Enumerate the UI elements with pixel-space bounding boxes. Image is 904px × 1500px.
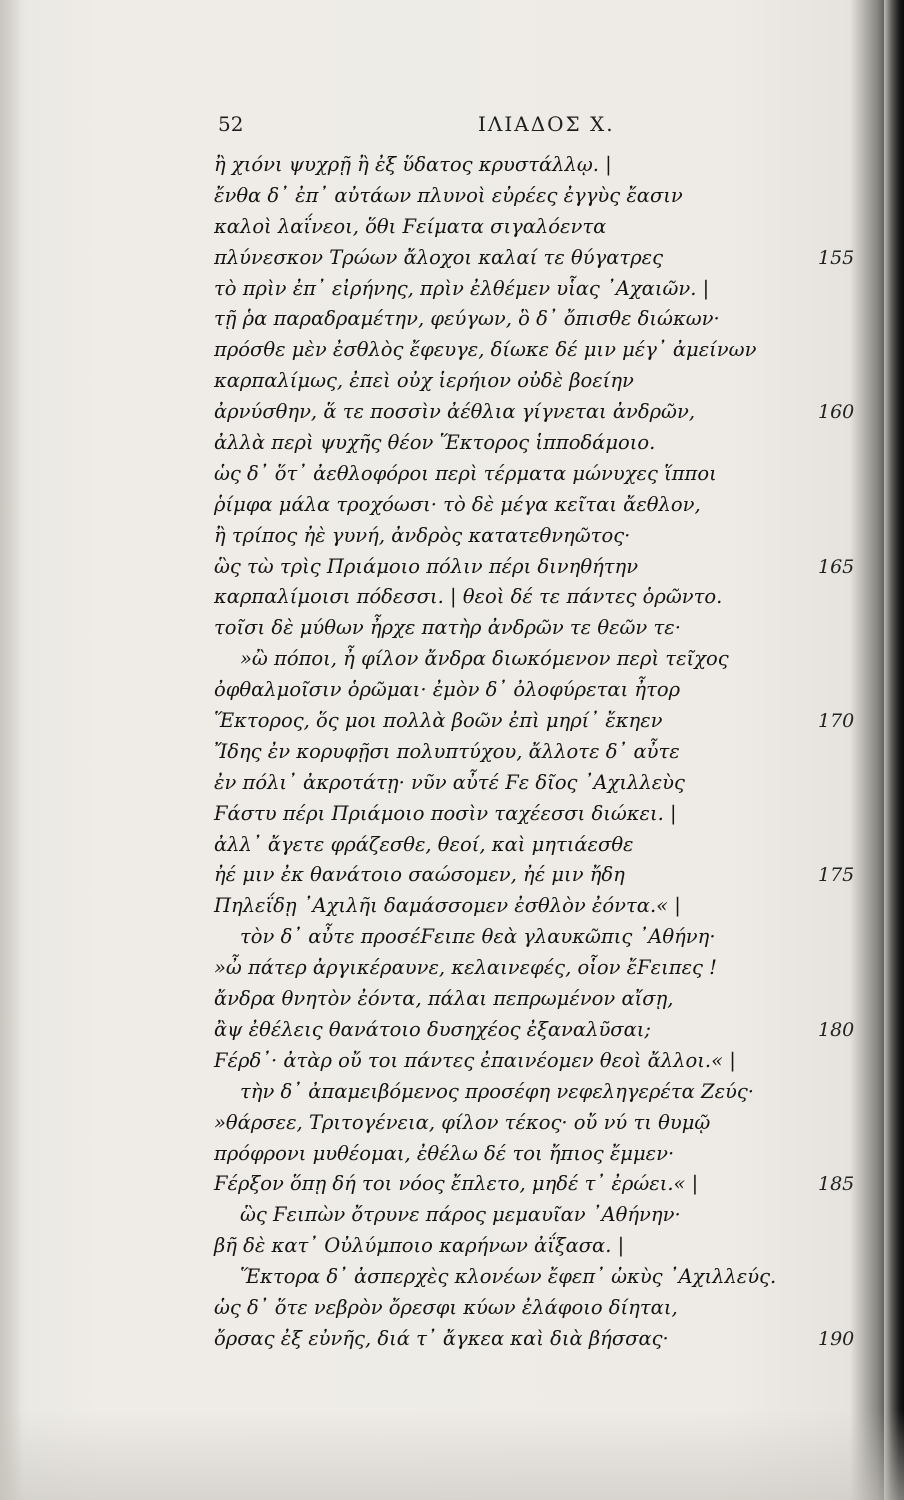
verse-line-text: »ὢ πόποι, ἦ φίλον ἄνδρα διωκόμενον περὶ τεῖχος [240, 647, 729, 671]
verse-line-text: ἀρνύσθην, ἅ τε ποσσὶν ἀέθλια γίγνεται ἀνδρῶν, [214, 400, 696, 424]
verse-line-text: ἂψ ἐθέλεις θανάτοιο δυσηχέος ἐξαναλῦσαι; [214, 1017, 651, 1041]
verse-line [214, 150, 854, 181]
verse-line [214, 1108, 854, 1139]
verse-line-text: ἔνθα δ᾽ ἐπ᾽ αὐτάων πλυνοὶ εὐρέες ἐγγὺς ἔασιν [214, 183, 683, 207]
verse-line-text: »θάρσεε, Τριτογένεια, φίλον τέκος· οὔ νύ τι θυμῷ [214, 1110, 711, 1134]
verse-line-text: »ὦ πάτερ ἀργικέραυνε, κελαινεφές, οἷον ἔϜειπες ! [214, 956, 718, 980]
verse-line-text: ἠέ μιν ἐκ θανάτοιο σαώσομεν, ἠέ μιν ἤδη [214, 863, 625, 887]
verse-line-text: πλύνεσκον Τρώων ἄλοχοι καλαί τε θύγατρες [214, 245, 664, 269]
verse-line [214, 768, 854, 799]
verse-line [214, 304, 854, 335]
verse-line-text: Πηλεΐδῃ ᾿Αχιλῆι δαμάσσομεν ἐσθλὸν ἐόντα.« | [214, 894, 681, 918]
book-spine-shadow [884, 0, 904, 1500]
verse-line [214, 706, 854, 737]
verse-line-text: τὸ πρὶν ἐπ᾽ εἰρήνης, πρὶν ἐλθέμεν υἷας ᾿Αχαιῶν. | [214, 276, 710, 300]
verse-line [214, 1046, 854, 1077]
page-header [0, 112, 904, 142]
verse-line [214, 1324, 854, 1355]
verse-line [214, 1139, 854, 1170]
verse-line [214, 243, 854, 274]
verse-line-text: τὴν δ᾽ ἀπαμειβόμενος προσέφη νεφεληγερέτα Ζεύς· [240, 1079, 755, 1103]
verse-line [214, 552, 854, 583]
verse-line-number: 165 [818, 555, 855, 578]
page-left-shadow [0, 0, 22, 1500]
verse-text-block [214, 150, 854, 1355]
running-title: ΙΛΙΑΔΟΣ Χ. [478, 112, 615, 136]
verse-line-text: ὀφθαλμοῖσιν ὁρῶμαι· ἐμὸν δ᾽ ὀλοφύρεται ἦτορ [214, 678, 681, 702]
verse-line-text: τὸν δ᾽ αὖτε προσέϜειπε θεὰ γλαυκῶπις ᾿Αθήνη· [240, 925, 716, 949]
verse-line [214, 335, 854, 366]
verse-line-text: τοῖσι δὲ μύθων ἦρχε πατὴρ ἀνδρῶν τε θεῶν τε· [214, 616, 681, 640]
verse-line [214, 459, 854, 490]
verse-line-text: ἢ χιόνι ψυχρῇ ἢ ἐξ ὕδατος κρυστάλλῳ. | [214, 153, 612, 176]
verse-line-number: 190 [818, 1327, 855, 1350]
verse-line-text: πρόφρονι μυθέομαι, ἐθέλω δέ τοι ἤπιος ἔμμεν· [214, 1141, 675, 1165]
verse-line-text: Ἕκτορος, ὅς μοι πολλὰ βοῶν ἐπὶ μηρί᾽ ἔκηεν [214, 709, 663, 733]
verse-line-text: Ἴδης ἐν κορυφῇσι πολυπτύχου, ἄλλοτε δ᾽ αὖτε [214, 739, 680, 763]
verse-line [214, 675, 854, 706]
verse-line-text: ῥίμφα μάλα τροχόωσι· τὸ δὲ μέγα κεῖται ἄεθλον, [214, 492, 701, 516]
verse-line-text: Ϝέρξον ὅπῃ δή τοι νόος ἔπλετο, μηδέ τ᾽ ἐρώει.« | [214, 1172, 699, 1196]
verse-line-text: Ϝάστυ πέρι Πριάμοιο ποσὶν ταχέεσσι διώκει. | [214, 801, 677, 825]
verse-line [214, 737, 854, 768]
verse-line-number: 180 [818, 1018, 855, 1041]
verse-line [214, 582, 854, 613]
verse-line [214, 274, 854, 305]
verse-line [214, 428, 854, 459]
verse-line [214, 613, 854, 644]
verse-line-text: ὣς Ϝειπὼν ὄτρυνε πάρος μεμαυῖαν ᾿Αθήνην· [240, 1203, 681, 1227]
verse-line-text: ἢ τρίπος ἠὲ γυνή, ἀνδρὸς κατατεθνηῶτος· [214, 523, 631, 547]
verse-line [214, 830, 854, 861]
verse-line [214, 1015, 854, 1046]
verse-line-text: Ϝέρδ᾽· ἀτὰρ οὔ τοι πάντες ἐπαινέομεν θεοὶ ἄλλοι.« | [214, 1048, 736, 1072]
verse-line [214, 644, 854, 675]
verse-line [214, 953, 854, 984]
verse-line [214, 366, 854, 397]
verse-line-text: ὡς δ᾽ ὅτε νεβρὸν ὄρεσφι κύων ἐλάφοιο δίηται, [214, 1295, 678, 1319]
verse-line-text: ὡς δ᾽ ὅτ᾽ ἀεθλοφόροι περὶ τέρματα μώνυχες ἵπποι [214, 461, 717, 485]
verse-line [214, 922, 854, 953]
verse-line-number: 155 [818, 246, 855, 269]
verse-line [214, 860, 854, 891]
verse-line-text: ὣς τὼ τρὶς Πριάμοιο πόλιν πέρι δινηθήτην [214, 554, 639, 578]
verse-line-number: 170 [818, 710, 855, 733]
verse-line [214, 1169, 854, 1200]
verse-line [214, 1077, 854, 1108]
verse-line-text: ἐν πόλι᾽ ἀκροτάτῃ· νῦν αὖτέ Ϝε δῖος ᾿Αχιλλεὺς [214, 770, 685, 794]
verse-line-text: καρπαλίμως, ἐπεὶ οὐχ ἱερήιον οὐδὲ βοείην [214, 369, 634, 393]
verse-line-text: ἀλλὰ περὶ ψυχῆς θέον Ἕκτορος ἱπποδάμοιο. [214, 431, 656, 455]
verse-line-number: 160 [818, 401, 855, 424]
verse-line [214, 181, 854, 212]
page-bottom-shadow [0, 1410, 904, 1500]
verse-line [214, 212, 854, 243]
verse-line [214, 1262, 854, 1293]
verse-line [214, 1293, 854, 1324]
verse-line-text: πρόσθε μὲν ἐσθλὸς ἔφευγε, δίωκε δέ μιν μέγ᾽ ἀμείνων [214, 338, 757, 362]
verse-line-text: ὄρσας ἐξ εὐνῆς, διά τ᾽ ἄγκεα καὶ διὰ βήσσας· [214, 1326, 669, 1350]
verse-line-number: 175 [818, 864, 855, 887]
verse-line-text: ἀλλ᾽ ἄγετε φράζεσθε, θεοί, καὶ μητιάεσθε [214, 832, 634, 856]
verse-line [214, 1231, 854, 1262]
verse-line-text: ἄνδρα θνητὸν ἐόντα, πάλαι πεπρωμένον αἴσῃ, [214, 987, 674, 1011]
verse-line [214, 397, 854, 428]
verse-line-text: τῇ ῥα παραδραμέτην, φεύγων, ὃ δ᾽ ὄπισθε διώκων· [214, 307, 720, 331]
verse-line [214, 1200, 854, 1231]
verse-line-text: καλοὶ λαΐνεοι, ὅθι Ϝείματα σιγαλόεντα [214, 214, 607, 238]
verse-line [214, 799, 854, 830]
verse-line-number: 185 [818, 1173, 855, 1196]
verse-line [214, 984, 854, 1015]
verse-line [214, 521, 854, 552]
page-number: 52 [218, 112, 244, 136]
verse-line [214, 891, 854, 922]
verse-line-text: βῆ δὲ κατ᾽ Οὐλύμποιο καρήνων ἀΐξασα. | [214, 1234, 625, 1258]
verse-line-text: Ἕκτορα δ᾽ ἀσπερχὲς κλονέων ἔφεπ᾽ ὠκὺς ᾿Αχιλλεύς. [240, 1265, 777, 1289]
verse-line [214, 490, 854, 521]
verse-line-text: καρπαλίμοισι πόδεσσι. | θεοὶ δέ τε πάντες ὁρῶντο. [214, 585, 723, 609]
